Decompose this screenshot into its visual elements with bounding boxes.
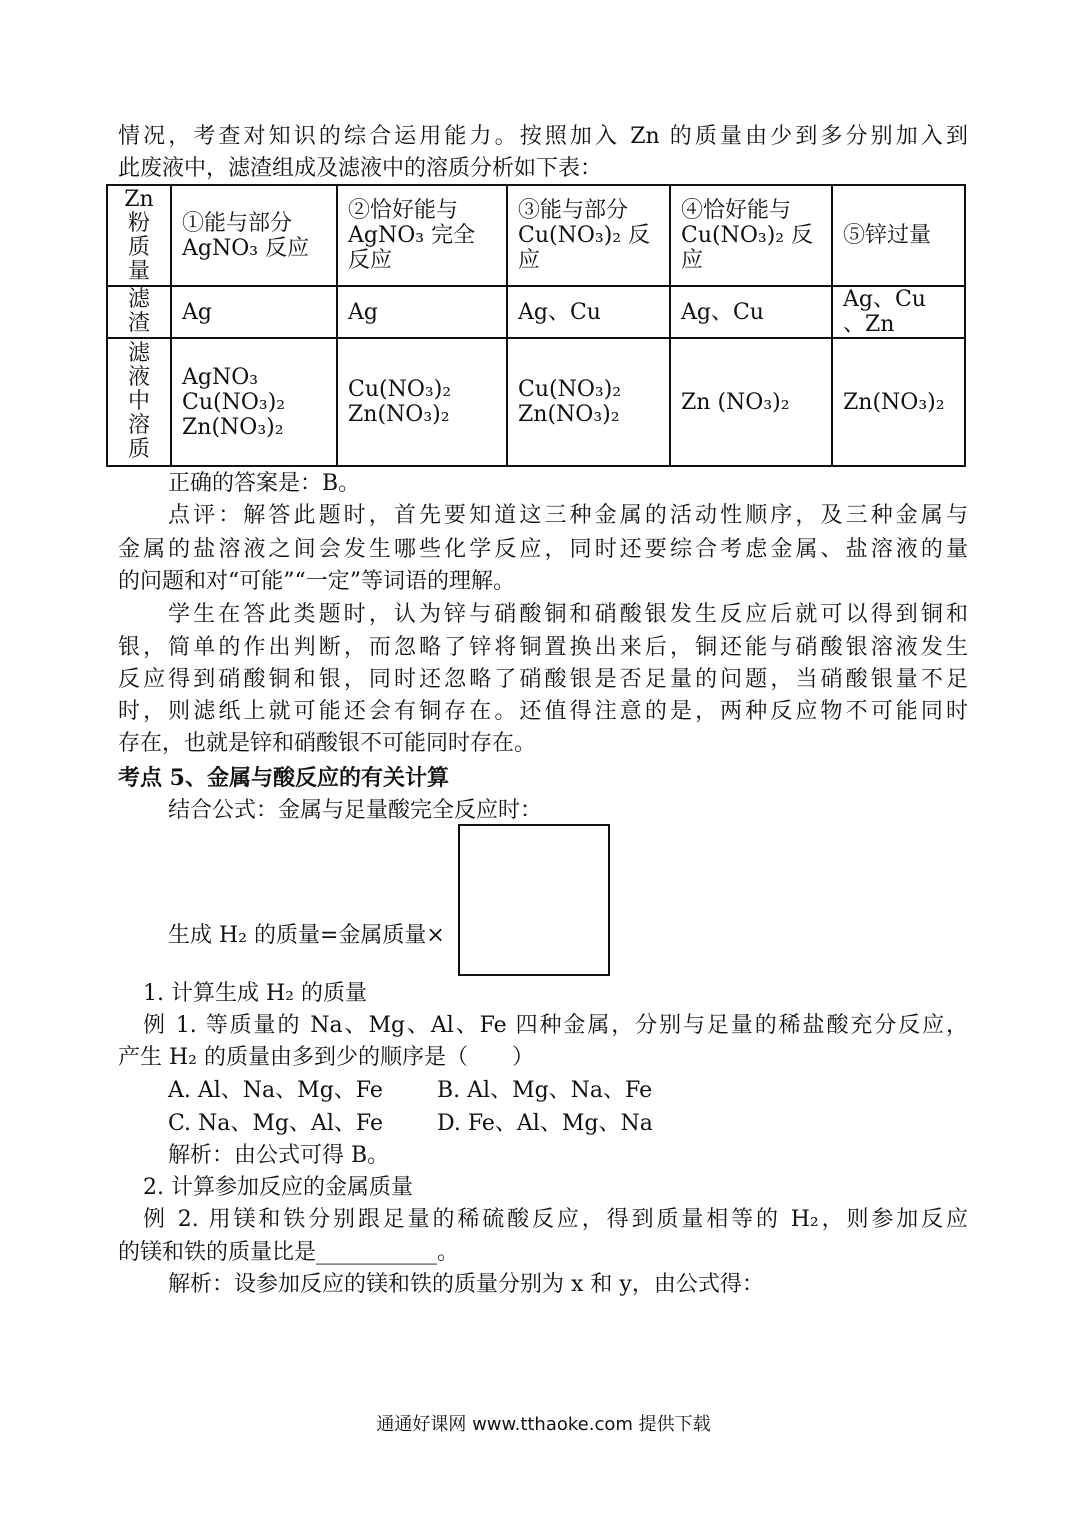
row-header-char: 滤 [127, 341, 150, 366]
solute-cell [171, 338, 337, 466]
row-header-char: Zn [124, 186, 154, 212]
q2-line-2: 的镁和铁的质量比是___________。 [118, 1240, 460, 1265]
solute-line: AgNO₃ [182, 364, 259, 390]
comment-line-1: 点评：解答此题时，首先要知道这三种金属的活动性顺序，及三种金属与 [168, 503, 968, 528]
table-row-amount [107, 185, 965, 286]
q2-heading: 2. 计算参加反应的金属质量 [143, 1175, 413, 1200]
solute-line: Cu(NO₃)₂ [518, 377, 622, 402]
solute-cell [337, 338, 507, 466]
student-line-4: 时，则滤纸上就可能还会有铜存在。还值得注意的是，两种反应物不可能同时 [118, 699, 968, 724]
q1-option-a: A. Al、Na、Mg、Fe [168, 1078, 383, 1103]
comment-line-3: 的问题和对“可能”“一定”等词语的理解。 [118, 569, 515, 594]
solute-line: Zn(NO₃)₂ [843, 389, 945, 415]
amount-line: AgNO₃ 反应 [182, 235, 310, 261]
amount-line: 应 [681, 248, 704, 273]
row-header-char: 液 [127, 365, 150, 390]
amount-line: ②恰好能与 [348, 198, 459, 223]
student-line-5: 存在，也就是锌和硝酸银不可能同时存在。 [118, 731, 537, 756]
row-header-zn-amount [107, 185, 171, 286]
formula-text: 生成 H₂ 的质量=金属质量× [168, 923, 445, 948]
row-header-solute [107, 338, 171, 466]
solute-line: Cu(NO₃)₂ [348, 377, 452, 402]
solute-cell [507, 338, 670, 466]
q1-option-d: D. Fe、Al、Mg、Na [437, 1111, 653, 1136]
student-line-3: 反应得到硝酸铜和银，同时还忽略了硝酸银是否足量的问题，当硝酸银量不足 [118, 667, 968, 692]
amount-line: ①能与部分 [182, 210, 293, 236]
q1-option-c: C. Na、Mg、Al、Fe [168, 1111, 384, 1136]
solute-cell [832, 338, 965, 466]
solute-line: Zn(NO₃)₂ [348, 402, 450, 427]
formula-intro: 结合公式：金属与足量酸完全反应时： [168, 798, 543, 823]
section-5-title: 考点 5、金属与酸反应的有关计算 [118, 765, 449, 791]
table-row-solute [107, 338, 965, 466]
solute-line: Cu(NO₃)₂ [182, 389, 286, 415]
amount-line: ④恰好能与 [681, 198, 792, 223]
residue-cell: Ag [337, 286, 507, 338]
solute-line: Zn(NO₃)₂ [518, 402, 620, 427]
row-header-char: 质 [127, 437, 150, 462]
amount-line: AgNO₃ 完全 [348, 223, 476, 248]
amount-cell [832, 185, 965, 286]
q1-line-1: 例 1. 等质量的 Na、Mg、Al、Fe 四种金属，分别与足量的稀盐酸充分反应， [143, 1013, 968, 1038]
amount-cell [670, 185, 832, 286]
q2-analysis: 解析：设参加反应的镁和铁的质量分别为 x 和 y，由公式得： [168, 1272, 764, 1297]
q1-line-2: 产生 H₂ 的质量由多到少的顺序是（ ） [118, 1045, 534, 1070]
q2-line-1: 例 2. 用镁和铁分别跟足量的稀硫酸反应，得到质量相等的 H₂，则参加反应 [143, 1207, 968, 1232]
student-line-1: 学生在答此类题时，认为锌与硝酸铜和硝酸银发生反应后就可以得到铜和 [168, 602, 968, 627]
row-header-char: 滤 [127, 287, 150, 312]
answer-line: 正确的答案是：B。 [168, 471, 361, 496]
amount-line: Cu(NO₃)₂ 反 [518, 223, 651, 248]
reaction-table [106, 184, 966, 467]
amount-cell [507, 185, 670, 286]
row-header-char: 中 [127, 389, 150, 414]
residue-cell: Ag、Cu [670, 286, 832, 338]
comment-line-2: 金属的盐溶液之间会发生哪些化学反应，同时还要综合考虑金属、盐溶液的量 [118, 537, 968, 562]
formula-image-box [458, 824, 610, 976]
intro-line-2: 此废液中，滤渣组成及滤液中的溶质分析如下表： [118, 156, 603, 181]
row-header-char: 渣 [127, 311, 150, 336]
solute-line: Zn(NO₃)₂ [182, 414, 284, 440]
solute-line: Zn (NO₃)₂ [681, 389, 790, 415]
q1-option-b: B. Al、Mg、Na、Fe [437, 1078, 653, 1103]
row-header-char: 质 [127, 234, 150, 260]
residue-cell: Ag、Cu 、Zn [832, 286, 965, 338]
q1-analysis: 解析：由公式可得 B。 [168, 1143, 390, 1168]
row-header-char: 量 [127, 258, 150, 284]
amount-line: ③能与部分 [518, 198, 629, 223]
table-row-residue [107, 286, 965, 338]
amount-line: 反应 [348, 248, 393, 273]
amount-line: ⑤锌过量 [843, 223, 932, 248]
residue-cell: Ag [171, 286, 337, 338]
residue-cell: Ag、Cu [507, 286, 670, 338]
student-line-2: 银，简单的作出判断，而忽略了锌将铜置换出来后，铜还能与硝酸银溶液发生 [118, 635, 968, 660]
row-header-char: 溶 [127, 413, 150, 438]
row-header-residue [107, 286, 171, 338]
intro-line-1: 情况，考查对知识的综合运用能力。按照加入 Zn 的质量由少到多分别加入到 [118, 124, 968, 149]
footer-credit: 通通好课网 www.tthaoke.com 提供下载 [376, 1414, 711, 1435]
amount-cell [171, 185, 337, 286]
amount-line: Cu(NO₃)₂ 反 [681, 223, 814, 248]
amount-cell [337, 185, 507, 286]
solute-cell [670, 338, 832, 466]
row-header-char: 粉 [127, 210, 150, 236]
q1-heading: 1. 计算生成 H₂ 的质量 [143, 981, 367, 1006]
amount-line: 应 [518, 248, 541, 273]
